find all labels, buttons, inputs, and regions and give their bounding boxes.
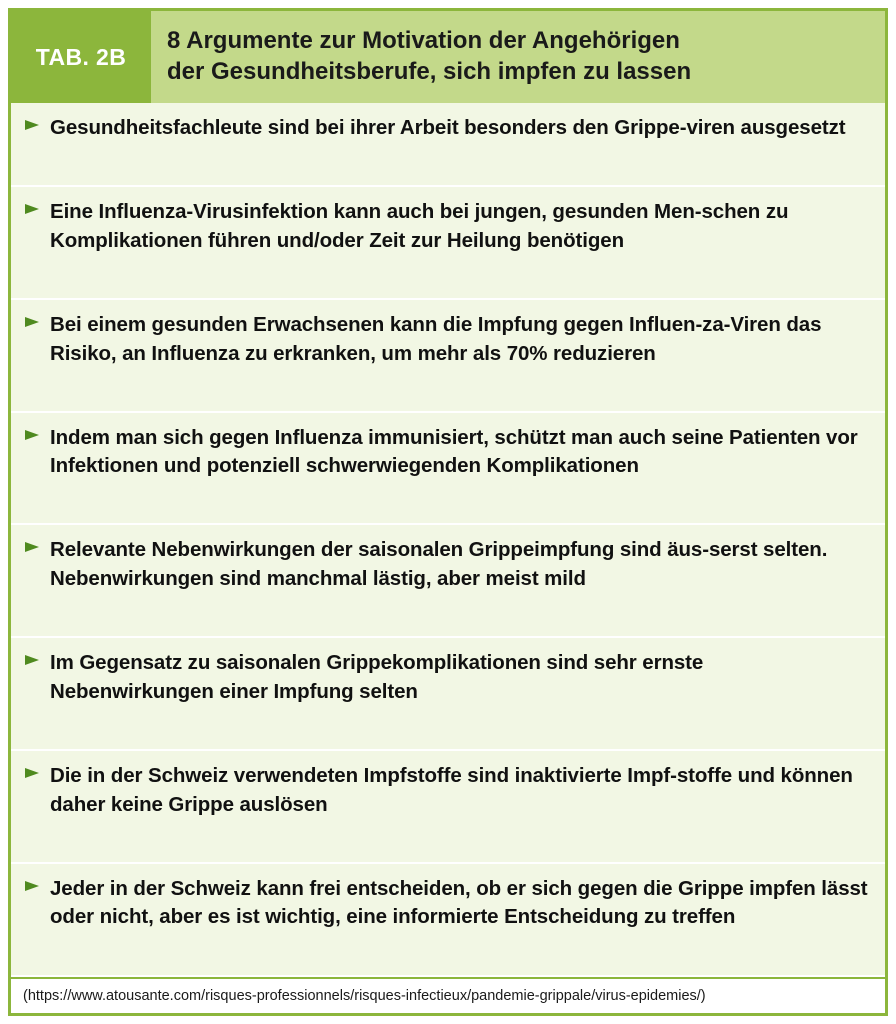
table-title-line-2: der Gesundheitsberufe, sich impfen zu lassen (167, 58, 692, 85)
table-row-text: Die in der Schweiz verwendeten Impfstoffe sind inaktivierte Impf-stoffe und können daher keine Grippe auslösen (50, 764, 853, 816)
table-row (11, 413, 885, 526)
triangle-right-icon (24, 536, 50, 555)
table-row-text: Eine Influenza-Virusinfektion kann auch bei jungen, gesunden Men-schen zu Komplikationen führen und/oder Zeit zur Heilung benötigen (50, 200, 789, 252)
table-row-text: Jeder in der Schweiz kann frei entscheiden, ob er sich gegen die Grippe impfen lässt oder nicht, aber es ist wichtig, eine informierte Entscheidung zu treffen (50, 876, 868, 929)
arguments-table (8, 8, 888, 1016)
table-row-text: Im Gegensatz zu saisonalen Grippekomplikationen sind sehr ernste Nebenwirkungen einer Impfung selten (50, 651, 704, 703)
table-rows (11, 103, 885, 977)
triangle-right-icon (24, 875, 50, 894)
triangle-right-icon (24, 114, 50, 133)
triangle-right-icon (24, 424, 50, 443)
table-row (11, 103, 885, 187)
table-header (11, 11, 885, 103)
table-row-text: Indem man sich gegen Influenza immunisiert, schützt man auch seine Patienten vor Infektionen und potenziell schwerwiegenden Komplikationen (50, 425, 858, 478)
table-row-text: Gesundheitsfachleute sind bei ihrer Arbeit besonders den Grippe-viren ausgesetzt (50, 116, 846, 139)
table-row (11, 864, 885, 977)
table-title-line-1: 8 Argumente zur Motivation der Angehörigen (167, 27, 680, 55)
table-row (11, 638, 885, 751)
triangle-right-icon (24, 649, 50, 668)
triangle-right-icon (24, 311, 50, 330)
table-title (151, 11, 885, 103)
table-row (11, 300, 885, 413)
table-number-badge: TAB. 2B (11, 11, 151, 103)
table-source: (https://www.atousante.com/risques-professionnels/risques-infectieux/pandemie-grippale/virus-epidemies/) (11, 977, 885, 1013)
table-row-text: Relevante Nebenwirkungen der saisonalen Grippeimpfung sind äus-serst selten. Nebenwirkungen sind manchmal lästig, aber meist mild (50, 538, 828, 591)
table-row (11, 187, 885, 300)
table-row-text: Bei einem gesunden Erwachsenen kann die Impfung gegen Influen-za-Viren das Risiko, an Influenza zu erkranken, um mehr als 70% reduzieren (50, 312, 822, 365)
triangle-right-icon (24, 762, 50, 781)
triangle-right-icon (24, 198, 50, 217)
table-row (11, 751, 885, 864)
table-row (11, 525, 885, 638)
